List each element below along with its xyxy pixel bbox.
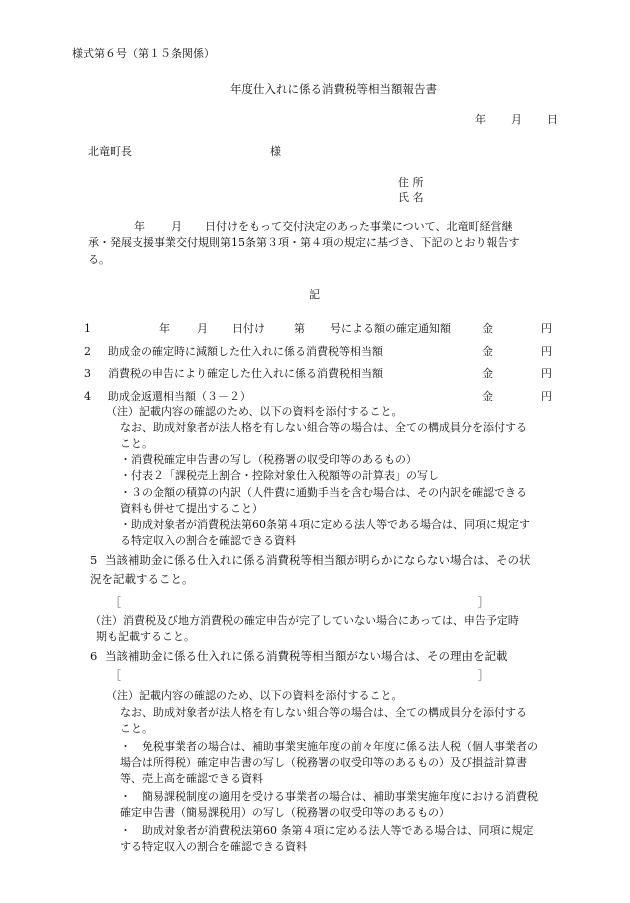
item5-note-line-2: 期も記載すること。	[96, 630, 195, 643]
date-month: 月	[511, 113, 522, 126]
address-label: 住 所	[398, 176, 424, 189]
item-text: 助成金返還相当額（３－２）	[108, 390, 251, 403]
body-blank-year: 年	[134, 220, 145, 233]
note1-bullet-cont: 資料も併せて提出すること）	[120, 502, 263, 515]
item-row-4	[84, 390, 564, 406]
item6-bracket-close: ］	[478, 669, 489, 682]
note2-bullet-cont: 確定申告書（簡易課税用）の写し（税務署の収受印等のあるもの）	[120, 806, 450, 819]
body-line-3: る。	[88, 253, 110, 266]
note1-bullet: ・消費税確定申告書の写し（税務署の収受印等のあるもの）	[120, 453, 417, 466]
item-text: 消費税の申告により確定した仕入れに係る消費税相当額	[108, 367, 383, 380]
note1-bullet-cont: る特定収入の割合を確認できる資料	[120, 534, 296, 547]
item-row-1	[84, 322, 564, 338]
kin-label: 金	[482, 322, 493, 335]
item1-date: 日付け	[232, 322, 265, 335]
body-line-1: 日付けをもって交付決定のあった事業について、北竜町経営継	[205, 220, 513, 233]
note2-line: こと。	[120, 722, 153, 735]
kin-label: 金	[482, 345, 493, 358]
note1-line: なお、助成対象者が法人格を有しない組合等の場合は、全ての構成員分を添付する	[120, 421, 527, 434]
note2-line: なお、助成対象者が法人格を有しない組合等の場合は、全ての構成員分を添付する	[120, 706, 527, 719]
item-number: 4	[84, 390, 91, 403]
yen-label: 円	[541, 345, 552, 358]
addressee-name: 北竜町長	[88, 145, 132, 158]
item-row-3	[84, 367, 564, 383]
body-line-2: 承・発展支援事業交付規則第15条第３項・第４項の規定に基づき、下記のとおり報告す	[88, 236, 520, 249]
yen-label: 円	[541, 367, 552, 380]
note2-bullet-cont: 等、売上高を確認できる資料	[120, 772, 263, 785]
kin-label: 金	[482, 367, 493, 380]
body-blank-month: 月	[171, 220, 182, 233]
note1-heading: （注）記載内容の確認のため、以下の資料を添付すること。	[106, 405, 403, 418]
note1-bullet: ・付表２「課税売上割合・控除対象仕入税額等の計算表」の写し	[120, 469, 439, 482]
item1-dai: 第	[294, 322, 305, 335]
item-row-2	[84, 345, 564, 361]
item5-bracket-close: ］	[478, 596, 489, 609]
note2-bullet-cont: する特定収入の割合を確認できる資料	[120, 840, 307, 853]
note1-line: こと。	[120, 437, 153, 450]
note2-bullet: ・ 免税事業者の場合は、補助事業実施年度の前々年度に係る法人税（個人事業者の	[120, 740, 538, 753]
note1-bullet: ・助成対象者が消費税法第60条第４項に定める法人等である場合は、同項に規定す	[120, 518, 530, 531]
note1-bullet: ・３の金額の積算の内訳（人件費に通勤手当を含む場合は、その内訳を確認できる	[120, 486, 527, 499]
item5-number: 5	[90, 553, 98, 567]
date-year: 年	[475, 113, 486, 126]
item6-number: 6	[90, 649, 98, 663]
item5-bracket-open: ［	[110, 596, 121, 609]
item1-month: 月	[197, 322, 208, 335]
document-title: 年度仕入れに係る消費税等相当額報告書	[230, 82, 437, 96]
ki-heading: 記	[309, 288, 320, 301]
form-number: 様式第６号（第１５条関係）	[72, 47, 215, 60]
item-number: 1	[84, 322, 91, 335]
note2-bullet-cont: 場合は所得税）確定申告書の写し（税務署の収受印等のあるもの）及び損益計算書	[120, 756, 527, 769]
item1-year: 年	[159, 322, 170, 335]
date-day: 日	[547, 113, 558, 126]
item-number: 2	[84, 345, 91, 358]
item6-line-1: 当該補助金に係る仕入れに係る消費税等相当額がない場合は、その理由を記載	[105, 649, 508, 663]
addressee-honorific: 様	[270, 145, 281, 158]
item5-note-line-1: （注）消費税及び地方消費税の確定申告が完了していない場合にあっては、申告予定時	[90, 614, 519, 627]
yen-label: 円	[541, 322, 552, 335]
note2-bullet: ・ 簡易課税制度の適用を受ける事業者の場合は、補助事業実施年度における消費税	[120, 790, 538, 803]
name-label: 氏 名	[398, 191, 424, 204]
kin-label: 金	[482, 390, 493, 403]
item1-text: 号による額の確定通知額	[330, 322, 451, 335]
yen-label: 円	[541, 390, 552, 403]
item5-line-2: 況を記載すること。	[90, 572, 194, 586]
item-text: 助成金の確定時に減額した仕入れに係る消費税等相当額	[108, 345, 383, 358]
item5-line-1: 当該補助金に係る仕入れに係る消費税等相当額が明らかにならない場合は、その状	[105, 553, 531, 567]
note2-bullet: ・ 助成対象者が消費税法第60 条第４項に定める法人等である場合は、同項に規定	[120, 824, 534, 837]
item6-bracket-open: ［	[110, 669, 121, 682]
item-number: 3	[84, 367, 91, 380]
note2-heading: （注）記載内容の確認のため、以下の資料を添付すること。	[106, 689, 403, 702]
